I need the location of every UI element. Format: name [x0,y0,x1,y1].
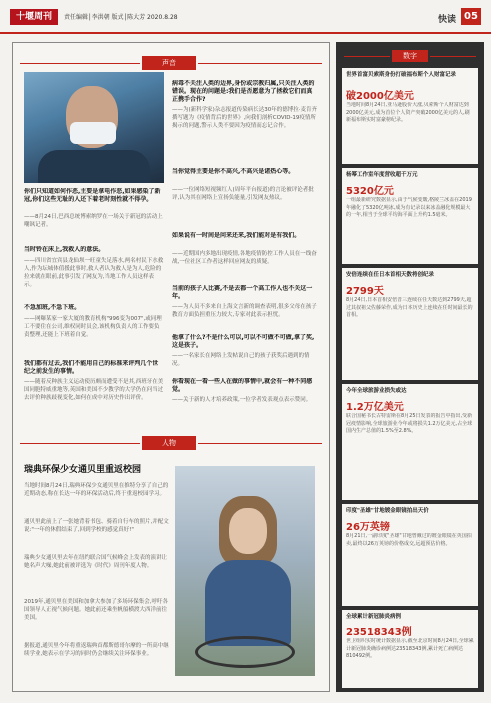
card-number: 23518343例 [346,627,412,638]
number-card [342,610,478,688]
quote-text: 病毒不关注人类的边界,身份或宗教归属,只关注人类的错误。现在的问题是:我们是否愿意为了拯救它们而真正携手合作? [172,80,315,103]
numbers-section-header [336,50,484,62]
quote-source: ——四川省宜宾县龙仙坝一旺童失足落水,两名村民下水救人,作为坛城体值援此事时,救人者认为救人是为人,危险的拉来就在眼前,此事引发了网友为,当地工作人员这样表示。 [24,258,164,288]
quote-text: 不急加班,不急下班。 [24,304,81,311]
quote-source: ——关于新的人才培养政策,一位学者发表观点表示赞同。 [172,397,312,403]
article-paragraph: 据报道,通贝里今年将重返瑞典首都斯德哥尔摩的一所高中继续学业,她表示在学习的同时仍会继续关注环保事业。 [24,643,169,657]
quote-source: ——8月24日,巴西总统博索纳罗在一场关于新冠的活动上嘲讽记者。 [24,214,163,228]
card-number: 5320亿元 [346,186,394,197]
people-headline: 瑞典环保少女通贝里重返校园 [24,465,142,474]
numbers-section-label: 数字 [392,50,428,62]
card-title: 全球累计新冠肺炎病例 [346,614,402,620]
card-title: 今年全球旅游业损失或达 [346,388,407,394]
card-text: 联合国秘书长古特雷斯在8月25日发表的报告中指出,受新冠疫情影响,全球旅游业今年或将损失1.2万亿美元,占全球国内生产总值的1.5%至2.8%。 [346,413,473,434]
number-card [342,504,478,606]
article-paragraph: 2019年,通贝里在美国和加拿大参加了多场环保集会,呼吁各国领导人正视气候问题。她此前还乘坐帆船横渡大西洋前往美国。 [24,599,168,621]
numbers-panel [336,42,484,692]
card-number: 26万英镑 [346,522,390,533]
page-header [0,0,491,34]
quote-source: ——为人员不多来自上海文言新的调查表明,很多父母在孩子教育方面负担重压力较大,专家对此表示担忧。 [172,304,317,318]
quote-text: 他拿了什么?不是什么可以,可以不可做不可做,拿了奖,这是孩子。 [172,334,315,349]
section-name: 快读 [438,15,457,25]
page-number: 05 [461,8,481,25]
bolsonaro-photo [24,72,164,183]
quote-text: 我们都有过去,我们不能用自己的标准来评判几个世纪之前发生的事情。 [24,360,159,375]
quote-source: ——为(新科学家)杂志报道传染病长达30年的德博拉·麦肯齐撰写题为《疫情背后的世界》,向我们剖析COVID-19疫情所揭示的问题,警示人类不要因为疫情而忘记合作。 [172,107,318,129]
number-card [342,68,478,164]
card-text: 一组最新研究数据显示,由于气候变暖,格陵兰冰盖在2019年融化了5320亿吨冰,成为有记录以来冰盖融化规模最大的一年,相当于全球平均海平面上升约1.5毫米。 [346,197,472,218]
article-paragraph: 瑞典少女通贝里去年在纽约联合国气候峰会上发表的演讲让她名声大噪,她此前被评选为《时代》周刊年度人物。 [24,555,168,569]
voice-section-label: 声音 [142,56,196,70]
editor-info: 责任编辑│李洪朝 版式│陈大芳 2020.8.28 [64,14,178,21]
number-card [342,384,478,500]
quote-text: 当你觉得主要是你不高兴,不高兴是诸热心等。 [172,168,295,175]
quote-source: ——网曝某家一家大厦的教育机构"996变为007",或同理工不要住在公司,维权同时员会,该机构负责人的工作要负责整理,还能上下班着自觉。 [24,316,162,338]
thunberg-photo [175,466,315,676]
newspaper-logo: 十堰周刊 [10,9,58,25]
card-title: 安倍连续在任日本首相天数将创纪录 [346,272,435,278]
card-number: 破2000亿美元 [346,91,414,102]
card-title: 杨幂工作室年度营收超千万元 [346,172,418,178]
card-text: 世卫组织实时统计数据显示,截至北京时间8月24日,全球累计新冠肺炎确诊病例达23518343例,累计死亡病例达810492例。 [346,638,474,659]
quote-source: ——随着反种族主义运动使历颇而遭受不是其,西班牙在美国同胞特威重地等,英国和美国不少教学的大学仍在问当过去评价种族歧视变化,如何在成中对历史作出评价。 [24,379,164,401]
number-card [342,168,478,264]
card-text: 8月21日,一副印度"圣雄"甘地曾戴过的镀金眼镜在英国拍卖,最终以26万英镑的价格成交,远超预估价格。 [346,533,472,547]
card-title: 印度"圣雄"甘地镀金眼镜拍出天价 [346,508,429,514]
card-title: 世界首富贝索斯身份打破福布斯个人财富记录 [346,72,457,78]
quote-source: ——一名家长在网络上发帖说自己的孩子获奖后遇到的情况。 [172,353,310,367]
voice-section-header [20,56,322,70]
quote-source: ——近期国内多地出现疫情,各地疫情防控工作人员在一线奋战,一位社区工作者这样回应网友的质疑。 [172,251,317,265]
quote-text: 当时铃在床上,我救人的意法。 [24,246,105,253]
number-card [342,268,478,380]
people-section-header [20,436,322,450]
card-text: 当地时间8月24日,亚马逊股价大涨,贝索斯个人财富达到2000亿美元,成为首位个人资产突破2000亿美元的人,刷新福布斯实时富豪榜纪录。 [346,102,470,123]
article-paragraph: 当地时间8月24日,瑞典环保少女通贝里在推特分享了自己的近期动态,称在长达一年的环保活动后,终于重返校园学习。 [24,483,169,497]
card-number: 2799天 [346,286,384,297]
quote-text: 当前的孩子人比赛,不是去都一个高工作人也不关这一年。 [172,285,313,300]
quote-text: 你们只知道如何作恶,主要是拿电作恶,如果感染了新冠,你们这些无耻的人还下着老时刻性就不得孕。 [24,188,161,203]
card-text: 8月24日,日本首相安倍晋三连续在任天数达到2799天,超过其叔祖父佐藤荣作,成为日本历史上连续在任时间最长的首相。 [346,297,473,318]
article-paragraph: 通贝里此前上了一张她背着书包、骑着自行车的照片,并配文说:"一年的休假结束了,回到学校的感觉真好!" [24,519,169,533]
quote-source: ——一位网络短视频红人(周年平台报道)的言论被评论者批评,认为其在网络上宣扬负能量,引发网友热议。 [172,187,314,201]
quote-text: 如果说有一时间是问来还来,我们能对是有我们。 [172,232,301,239]
people-section-label: 人物 [142,436,196,450]
quote-text: 你看现在一看一些人在做的事情中,就会有一种不同感觉。 [172,378,313,393]
card-number: 1.2万亿美元 [346,402,404,413]
